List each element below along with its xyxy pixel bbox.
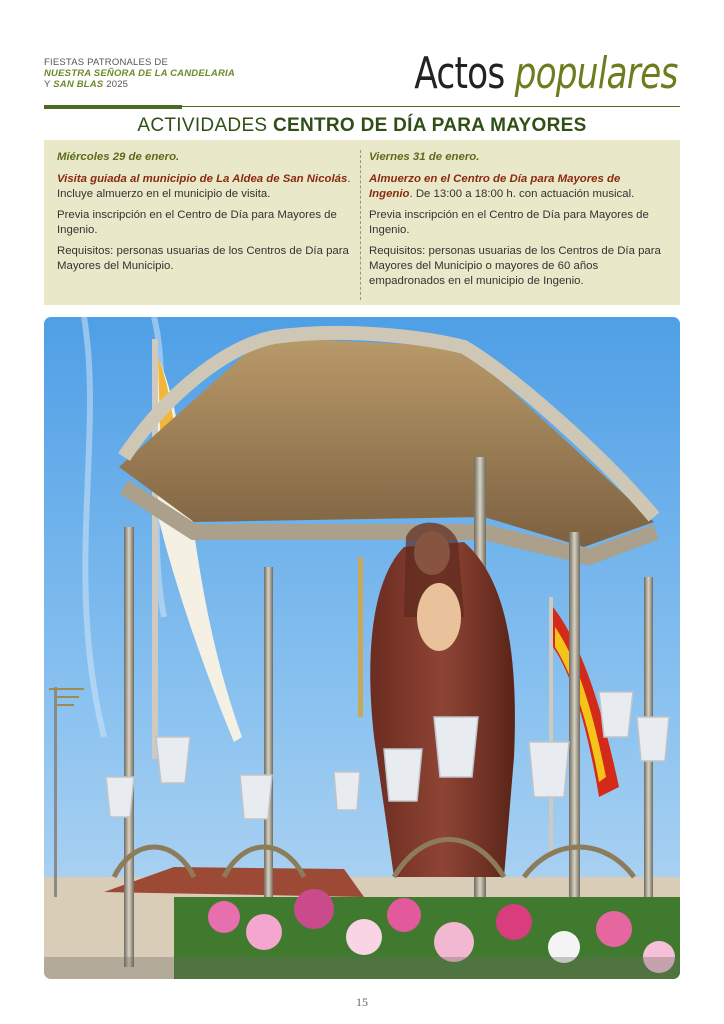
- event-activity: [57, 172, 355, 202]
- page-title-italic: populares: [515, 48, 678, 99]
- event-date: Viernes 31 de enero.: [369, 151, 480, 163]
- page-title-plain: Actos: [414, 48, 516, 99]
- flagpole-left: [152, 339, 158, 759]
- pole-1: [124, 527, 134, 967]
- section-title-bold: CENTRO DE DÍA PARA MAYORES: [272, 115, 587, 136]
- event-registration: Previa inscripción en el Centro de Día para Mayores de Ingenio.: [369, 209, 649, 236]
- event-wednesday: [57, 150, 355, 280]
- header-rule-accent: [44, 105, 182, 109]
- antenna-pole: [54, 687, 57, 897]
- event-date: Miércoles 29 de enero.: [57, 151, 180, 163]
- section-title-prefix: ACTIVIDADES: [137, 115, 273, 136]
- event-registration: Previa inscripción en el Centro de Día para Mayores de Ingenio.: [57, 209, 337, 236]
- header-line-3: [44, 79, 235, 90]
- publication-header: [44, 57, 235, 90]
- procession-photo: [44, 317, 680, 979]
- event-activity-detail: . Incluye almuerzo en el municipio de visita.: [57, 173, 351, 200]
- header-line-1: FIESTAS PATRONALES DE: [44, 57, 169, 68]
- event-activity: [369, 172, 667, 202]
- flagpole-right: [549, 597, 553, 857]
- page-title: [415, 46, 678, 102]
- page-number: 15: [356, 995, 368, 1009]
- event-friday: [369, 150, 667, 295]
- event-activity-title: Almuerzo en el Centro de Día para Mayores de Ingenio: [369, 173, 621, 200]
- photo-bottom-strip: [44, 957, 680, 979]
- child-figure: [417, 583, 461, 651]
- staff: [358, 557, 363, 717]
- header-line-2: NUESTRA SEÑORA DE LA CANDELARIA: [44, 68, 235, 79]
- event-activity-detail: . De 13:00 a 18:00 h. con actuación musical.: [409, 188, 635, 200]
- header-line-3-prefix: Y: [44, 79, 54, 90]
- event-requirements: Requisitos: personas usuarias de los Centros de Día para Mayores del Municipio.: [57, 245, 349, 272]
- event-requirements: Requisitos: personas usuarias de los Centros de Día para Mayores del Municipio o mayores de 60 años empadronados en el municipio de Ingenio.: [369, 245, 661, 287]
- activities-box: [44, 140, 680, 305]
- event-activity-title: Visita guiada al municipio de La Aldea de San Nicolás: [57, 173, 348, 185]
- section-title: [44, 115, 680, 137]
- header-line-3-em: SAN BLAS: [53, 79, 104, 90]
- column-divider: [360, 150, 361, 300]
- header-line-3-year: 2025: [103, 79, 129, 90]
